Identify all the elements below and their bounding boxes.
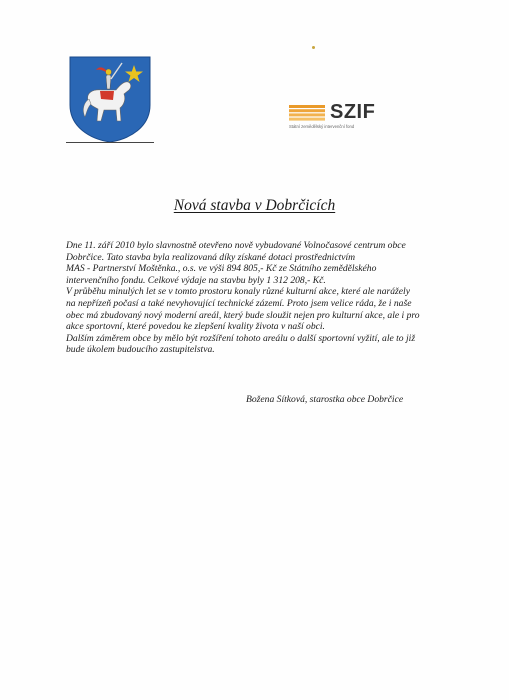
body-line: intervenčního fondu. Celkové výdaje na stavbu byly 1 312 208,- Kč. bbox=[66, 274, 326, 286]
body-line: MAS - Partnerství Moštěnka., o.s. ve výši 894 805,- Kč ze Státního zemědělského bbox=[66, 263, 377, 275]
speck-mark bbox=[312, 46, 315, 49]
body-line: akce sportovní, které povedou ke zlepšení kvality života v naší obci. bbox=[66, 321, 325, 333]
szif-logo bbox=[289, 101, 389, 136]
body-line: Dne 11. září 2010 bylo slavnostně otevřeno nově vybudované Volnočasové centrum obce bbox=[66, 240, 406, 251]
divider-line bbox=[66, 142, 154, 143]
body-line: obec má zbudovaný nový moderní areál, který bude sloužit nejen pro kulturní akce, ale i pro bbox=[66, 309, 420, 321]
body-line: V průběhu minulých let se v tomto prostoru konaly různé kulturní akce, které ale narážely bbox=[66, 286, 410, 298]
body-line: bude úkolem budoucího zastupitelstva. bbox=[66, 344, 215, 356]
coat-of-arms-icon bbox=[68, 55, 152, 143]
szif-emblem-icon bbox=[289, 105, 325, 121]
body-line: Dobrčice. Tato stavba byla realizovaná díky získané dotaci prostřednictvím bbox=[66, 251, 356, 263]
document-body bbox=[66, 240, 446, 356]
document-title: Nová stavba v Dobrčicích bbox=[173, 197, 336, 214]
body-line: na nepřízeň počasí a také nevyhovující technické zázemí. Proto jsem velice ráda, že i naše bbox=[66, 297, 412, 309]
signature: Božena Sítková, starostka obce Dobrčice bbox=[246, 394, 404, 405]
szif-brand-text: SZIF bbox=[330, 101, 376, 123]
body-line: Dalším záměrem obce by mělo být rozšíření tohoto areálu o další sportovní vyžití, ale to již bbox=[66, 332, 416, 344]
szif-subtitle: Státní zemědělský intervenční fond bbox=[289, 124, 355, 129]
